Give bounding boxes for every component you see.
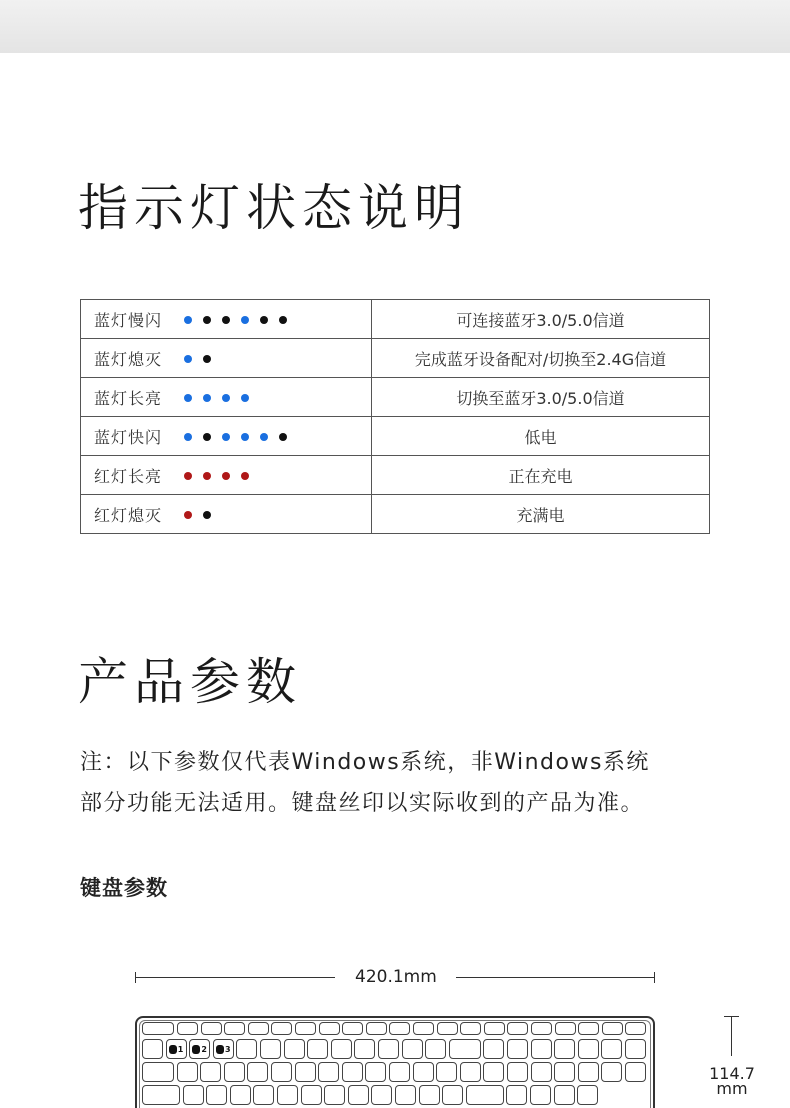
indicator-meaning: 可连接蓝牙3.0/5.0信道 (372, 300, 710, 339)
indicator-dot (184, 511, 192, 519)
height-dim-line (731, 1016, 732, 1056)
keyboard-key (507, 1022, 528, 1035)
bluetooth-channel-number: 3 (225, 1044, 231, 1054)
height-dimension-label (706, 1066, 758, 1096)
keyboard-key (554, 1085, 575, 1105)
indicator-state-cell (81, 339, 372, 378)
indicator-dots (184, 428, 298, 447)
indicator-dots (184, 389, 260, 408)
keyboard-key (206, 1085, 227, 1105)
keyboard-key (577, 1085, 598, 1105)
indicator-meaning: 正在充电 (372, 456, 710, 495)
indicator-row (81, 378, 710, 417)
indicator-dot (279, 433, 287, 441)
height-dimension-value: 114.7 (709, 1064, 755, 1083)
keyboard-key (301, 1085, 322, 1105)
keyboard-key (260, 1039, 281, 1059)
keyboard-key (507, 1062, 528, 1082)
indicator-dot (241, 316, 249, 324)
keyboard-key (271, 1022, 292, 1035)
bluetooth-icon (192, 1045, 200, 1054)
keyboard-key (483, 1039, 504, 1059)
keyboard-key (484, 1022, 505, 1035)
keyboard-key (601, 1062, 622, 1082)
keyboard-key (371, 1085, 392, 1105)
indicator-row (81, 339, 710, 378)
keyboard-key (578, 1039, 599, 1059)
keyboard-key (295, 1022, 316, 1035)
keyboard-key (402, 1039, 423, 1059)
keyboard-key (253, 1085, 274, 1105)
indicator-dot (222, 316, 230, 324)
keyboard-key (142, 1039, 163, 1059)
keyboard-key (554, 1062, 575, 1082)
indicator-dots (184, 311, 298, 330)
keyboard-key (319, 1022, 340, 1035)
indicator-state-label: 红灯熄灭 (94, 505, 163, 525)
indicator-meaning: 完成蓝牙设备配对/切换至2.4G信道 (372, 339, 710, 378)
keyboard-key (531, 1039, 552, 1059)
width-dim-tick-right (654, 972, 655, 983)
indicator-dots (184, 506, 222, 525)
indicator-row (81, 495, 710, 534)
keyboard-key (378, 1039, 399, 1059)
bluetooth-channel-key (189, 1039, 210, 1059)
bluetooth-icon (169, 1045, 177, 1054)
keyboard-key (284, 1039, 305, 1059)
keyboard-key (331, 1039, 352, 1059)
indicator-row (81, 300, 710, 339)
keyboard-key (460, 1062, 481, 1082)
keyboard-key (395, 1085, 416, 1105)
indicator-dot (184, 355, 192, 363)
bluetooth-icon (216, 1045, 224, 1054)
indicator-row (81, 456, 710, 495)
indicator-section-title: 指示灯状态说明 (78, 179, 470, 237)
width-dimension-label: 420.1mm (355, 967, 437, 987)
indicator-dot (260, 433, 268, 441)
indicator-state-cell (81, 378, 372, 417)
params-note-line-1: 注：以下参数仅代表Windows系统，非Windows系统 (80, 750, 650, 775)
bluetooth-channel-key (166, 1039, 187, 1059)
indicator-dot (184, 394, 192, 402)
keyboard-key (460, 1022, 481, 1035)
keyboard-key (295, 1062, 316, 1082)
indicator-meaning: 切换至蓝牙3.0/5.0信道 (372, 378, 710, 417)
keyboard-key (436, 1062, 457, 1082)
keyboard-diagram (135, 1016, 655, 1108)
indicator-dot (241, 433, 249, 441)
keyboard-key (601, 1039, 622, 1059)
keyboard-key (466, 1085, 504, 1105)
keyboard-key (248, 1022, 269, 1035)
indicator-state-label: 蓝灯长亮 (94, 388, 163, 408)
indicator-state-cell (81, 300, 372, 339)
keyboard-key-tall (625, 1062, 646, 1082)
indicator-dot (203, 433, 211, 441)
width-dim-line-right (456, 977, 655, 978)
keyboard-key (365, 1062, 386, 1082)
indicator-dot (260, 316, 268, 324)
indicator-dot (241, 472, 249, 480)
keyboard-key (578, 1022, 599, 1035)
keyboard-key (277, 1085, 298, 1105)
indicator-meaning: 低电 (372, 417, 710, 456)
indicator-row (81, 417, 710, 456)
keyboard-key (354, 1039, 375, 1059)
keyboard-key (507, 1039, 528, 1059)
keyboard-key (366, 1022, 387, 1035)
indicator-dot (203, 355, 211, 363)
keyboard-key (602, 1022, 623, 1035)
indicator-dot (203, 511, 211, 519)
indicator-meaning: 充满电 (372, 495, 710, 534)
indicator-state-label: 蓝灯熄灭 (94, 349, 163, 369)
keyboard-key (324, 1085, 345, 1105)
keyboard-key (177, 1022, 198, 1035)
indicator-dot (203, 316, 211, 324)
keyboard-key (531, 1062, 552, 1082)
indicator-state-label: 红灯长亮 (94, 466, 163, 486)
keyboard-key (271, 1062, 292, 1082)
indicator-dot (184, 472, 192, 480)
width-dim-line-left (135, 977, 335, 978)
keyboard-key (247, 1062, 268, 1082)
keyboard-key (177, 1062, 198, 1082)
indicator-dot (222, 394, 230, 402)
keyboard-key (483, 1062, 504, 1082)
keyboard-key (442, 1085, 463, 1105)
keyboard-key (555, 1022, 576, 1035)
bluetooth-channel-number: 2 (201, 1044, 207, 1054)
indicator-state-cell (81, 495, 372, 534)
keyboard-key (224, 1022, 245, 1035)
indicator-state-label: 蓝灯慢闪 (94, 310, 163, 330)
keyboard-key (419, 1085, 440, 1105)
keyboard-key (230, 1085, 251, 1105)
keyboard-key (389, 1062, 410, 1082)
keyboard-key (530, 1085, 551, 1105)
indicator-dot (222, 472, 230, 480)
indicator-dots (184, 350, 222, 369)
keyboard-key (342, 1022, 363, 1035)
keyboard-outline (139, 1020, 651, 1108)
keyboard-key (389, 1022, 410, 1035)
keyboard-key (554, 1039, 575, 1059)
indicator-state-label: 蓝灯快闪 (94, 427, 163, 447)
keyboard-key (236, 1039, 257, 1059)
keyboard-key (531, 1022, 552, 1035)
keyboard-params-subheading: 键盘参数 (80, 876, 168, 900)
height-dimension-unit: mm (716, 1079, 748, 1098)
indicator-dot (184, 433, 192, 441)
keyboard-key (224, 1062, 245, 1082)
keyboard-key (307, 1039, 328, 1059)
indicator-state-cell (81, 417, 372, 456)
keyboard-key (578, 1062, 599, 1082)
keyboard-key (506, 1085, 527, 1105)
keyboard-key (342, 1062, 363, 1082)
bluetooth-channel-key (213, 1039, 234, 1059)
indicator-dot (203, 472, 211, 480)
keyboard-key (201, 1022, 222, 1035)
indicator-status-table (80, 299, 710, 534)
keyboard-key (142, 1085, 180, 1105)
keyboard-key (413, 1062, 434, 1082)
keyboard-key (437, 1022, 458, 1035)
keyboard-key (449, 1039, 481, 1059)
indicator-state-cell (81, 456, 372, 495)
top-banner-band (0, 0, 790, 53)
keyboard-key (142, 1062, 174, 1082)
keyboard-key (425, 1039, 446, 1059)
indicator-dots (184, 467, 260, 486)
keyboard-key (318, 1062, 339, 1082)
params-note (80, 742, 730, 824)
keyboard-key (183, 1085, 204, 1105)
keyboard-key (413, 1022, 434, 1035)
indicator-dot (222, 433, 230, 441)
keyboard-key (348, 1085, 369, 1105)
keyboard-key (142, 1022, 174, 1035)
bluetooth-channel-number: 1 (177, 1044, 184, 1054)
params-note-line-2: 部分功能无法适用。键盘丝印以实际收到的产品为准。 (80, 791, 645, 816)
keyboard-key (625, 1039, 646, 1059)
indicator-dot (203, 394, 211, 402)
indicator-dot (241, 394, 249, 402)
keyboard-key (625, 1022, 646, 1035)
indicator-dot (184, 316, 192, 324)
indicator-dot (279, 316, 287, 324)
keyboard-key (200, 1062, 221, 1082)
product-params-title: 产品参数 (78, 653, 302, 711)
